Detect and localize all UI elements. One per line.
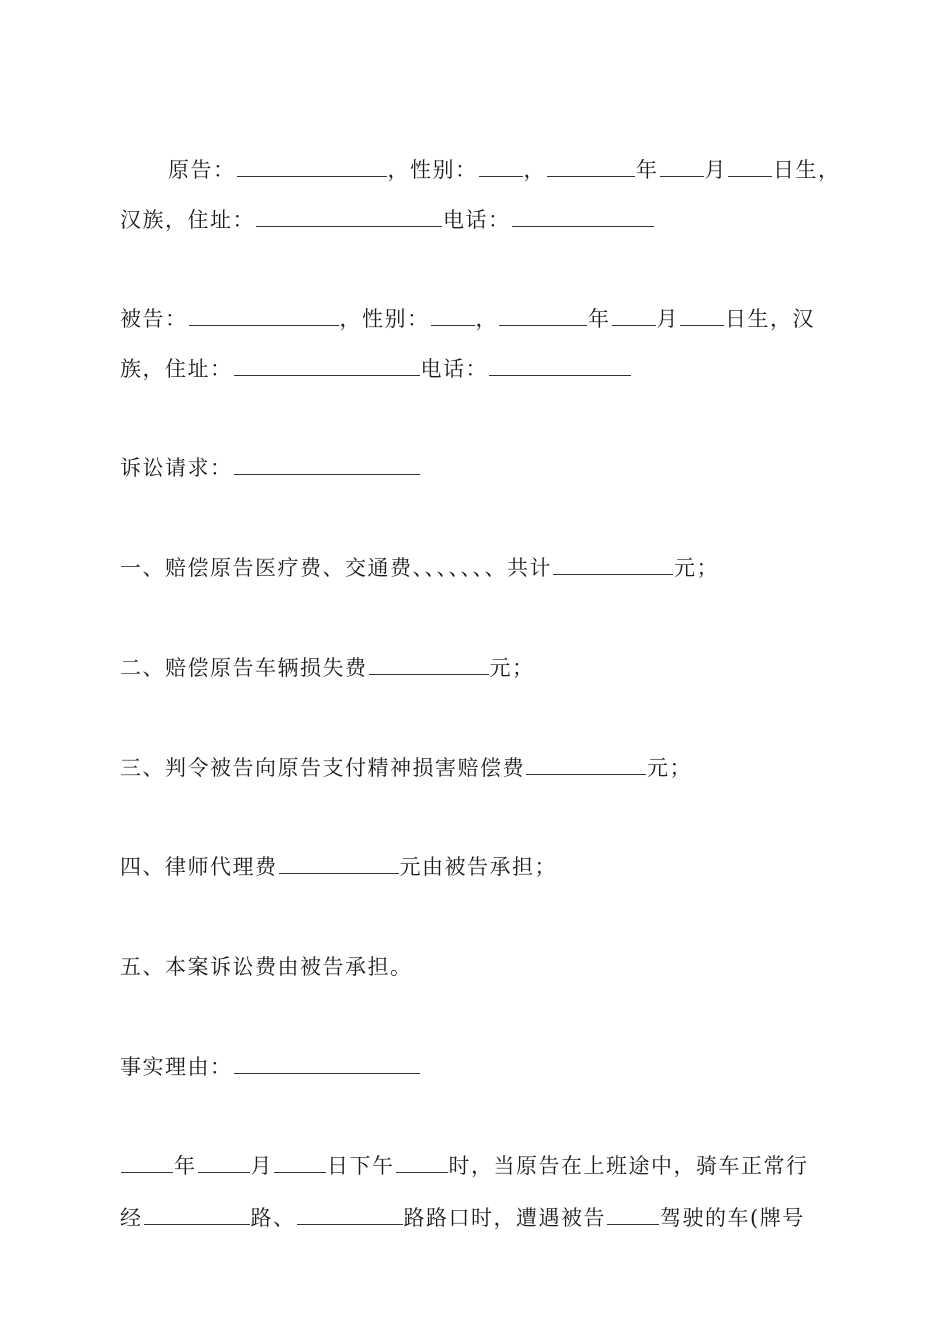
plaintiff-phone-blank[interactable] [512,206,654,227]
facts-line-2 [120,1203,840,1233]
claim-4-text: 四、律师代理费 [120,855,278,879]
facts-pass-label: 经 [120,1206,143,1230]
claim-3-unit: 元； [647,756,692,780]
facts-day-blank[interactable] [274,1152,326,1173]
claim-item-4 [120,852,840,882]
plaintiff-year-blank[interactable] [547,156,635,177]
claim-item-3 [120,753,840,783]
defendant-label: 被告： [120,307,188,331]
claim-2-text: 二、赔偿原告车辆损失费 [120,656,368,680]
facts-line-1 [120,1151,840,1181]
claim-2-amount-blank[interactable] [369,654,489,675]
claim-2-unit: 元； [489,656,535,680]
road-1-label: 路、 [250,1206,296,1230]
claim-4-unit: 元由被告承担； [399,855,557,879]
plaintiff-line-1 [168,155,888,185]
facts-hour-blank[interactable] [396,1152,448,1173]
facts-blank[interactable] [234,1053,420,1074]
facts-hour-text: 时，当原告在上班途中，骑车正常行 [448,1154,809,1178]
facts-defendant-blank[interactable] [607,1204,659,1225]
plaintiff-day-blank[interactable] [728,156,772,177]
claim-item-1 [120,553,840,583]
facts-road-1-blank[interactable] [144,1204,250,1225]
facts-month-blank[interactable] [198,1152,250,1173]
month-label: 月 [656,307,679,331]
address-label: 汉族，住址： [120,208,255,232]
day-born-label: 日生，汉 [725,307,815,331]
defendant-line-2 [120,354,840,384]
facts-heading [120,1052,840,1082]
claim-3-text: 三、判令被告向原告支付精神损害赔偿费 [120,756,525,780]
year-label: 年 [174,1154,197,1178]
claims-heading-label: 诉讼请求： [120,456,233,480]
facts-drive-text: 驾驶的车(牌号 [660,1206,805,1230]
defendant-month-blank[interactable] [612,305,656,326]
address-label: 族，住址： [120,357,233,381]
claim-item-5 [120,952,840,982]
claim-1-text: 一、赔偿原告医疗费、交通费、、、、、、、共计 [120,556,552,580]
claim-1-unit: 元； [674,556,719,580]
claims-blank[interactable] [234,454,420,475]
plaintiff-month-blank[interactable] [660,156,704,177]
year-label: 年 [588,307,611,331]
claims-heading [120,453,840,483]
claim-item-2 [120,653,840,683]
plaintiff-address-blank[interactable] [256,206,442,227]
day-pm-label: 日下午 [327,1154,395,1178]
claim-1-amount-blank[interactable] [553,554,673,575]
defendant-gender-blank[interactable] [431,305,475,326]
defendant-day-blank[interactable] [680,305,724,326]
year-label: 年 [636,158,659,182]
month-label: 月 [250,1154,273,1178]
phone-label: 电话： [420,357,488,381]
gender-label: ，性别： [387,158,478,182]
claim-3-amount-blank[interactable] [526,754,646,775]
road-2-label: 路路口时，遭遇被告 [403,1206,606,1230]
claim-4-amount-blank[interactable] [279,853,399,874]
plaintiff-label: 原告： [168,158,236,182]
defendant-phone-blank[interactable] [489,355,631,376]
facts-heading-label: 事实理由： [120,1055,233,1079]
facts-year-blank[interactable] [121,1152,173,1173]
gender-label: ，性别： [339,307,430,331]
plaintiff-line-2 [120,205,840,235]
defendant-name-blank[interactable] [189,305,339,326]
comma-separator: ， [475,307,498,331]
plaintiff-gender-blank[interactable] [479,156,523,177]
month-label: 月 [704,158,727,182]
claim-5-text: 五、本案诉讼费由被告承担。 [120,955,413,979]
defendant-year-blank[interactable] [499,305,587,326]
phone-label: 电话： [443,208,511,232]
comma-separator: ， [523,158,546,182]
defendant-line-1 [120,304,840,334]
plaintiff-name-blank[interactable] [237,156,387,177]
defendant-address-blank[interactable] [234,355,420,376]
day-born-label: 日生， [773,158,841,182]
facts-road-2-blank[interactable] [297,1204,403,1225]
